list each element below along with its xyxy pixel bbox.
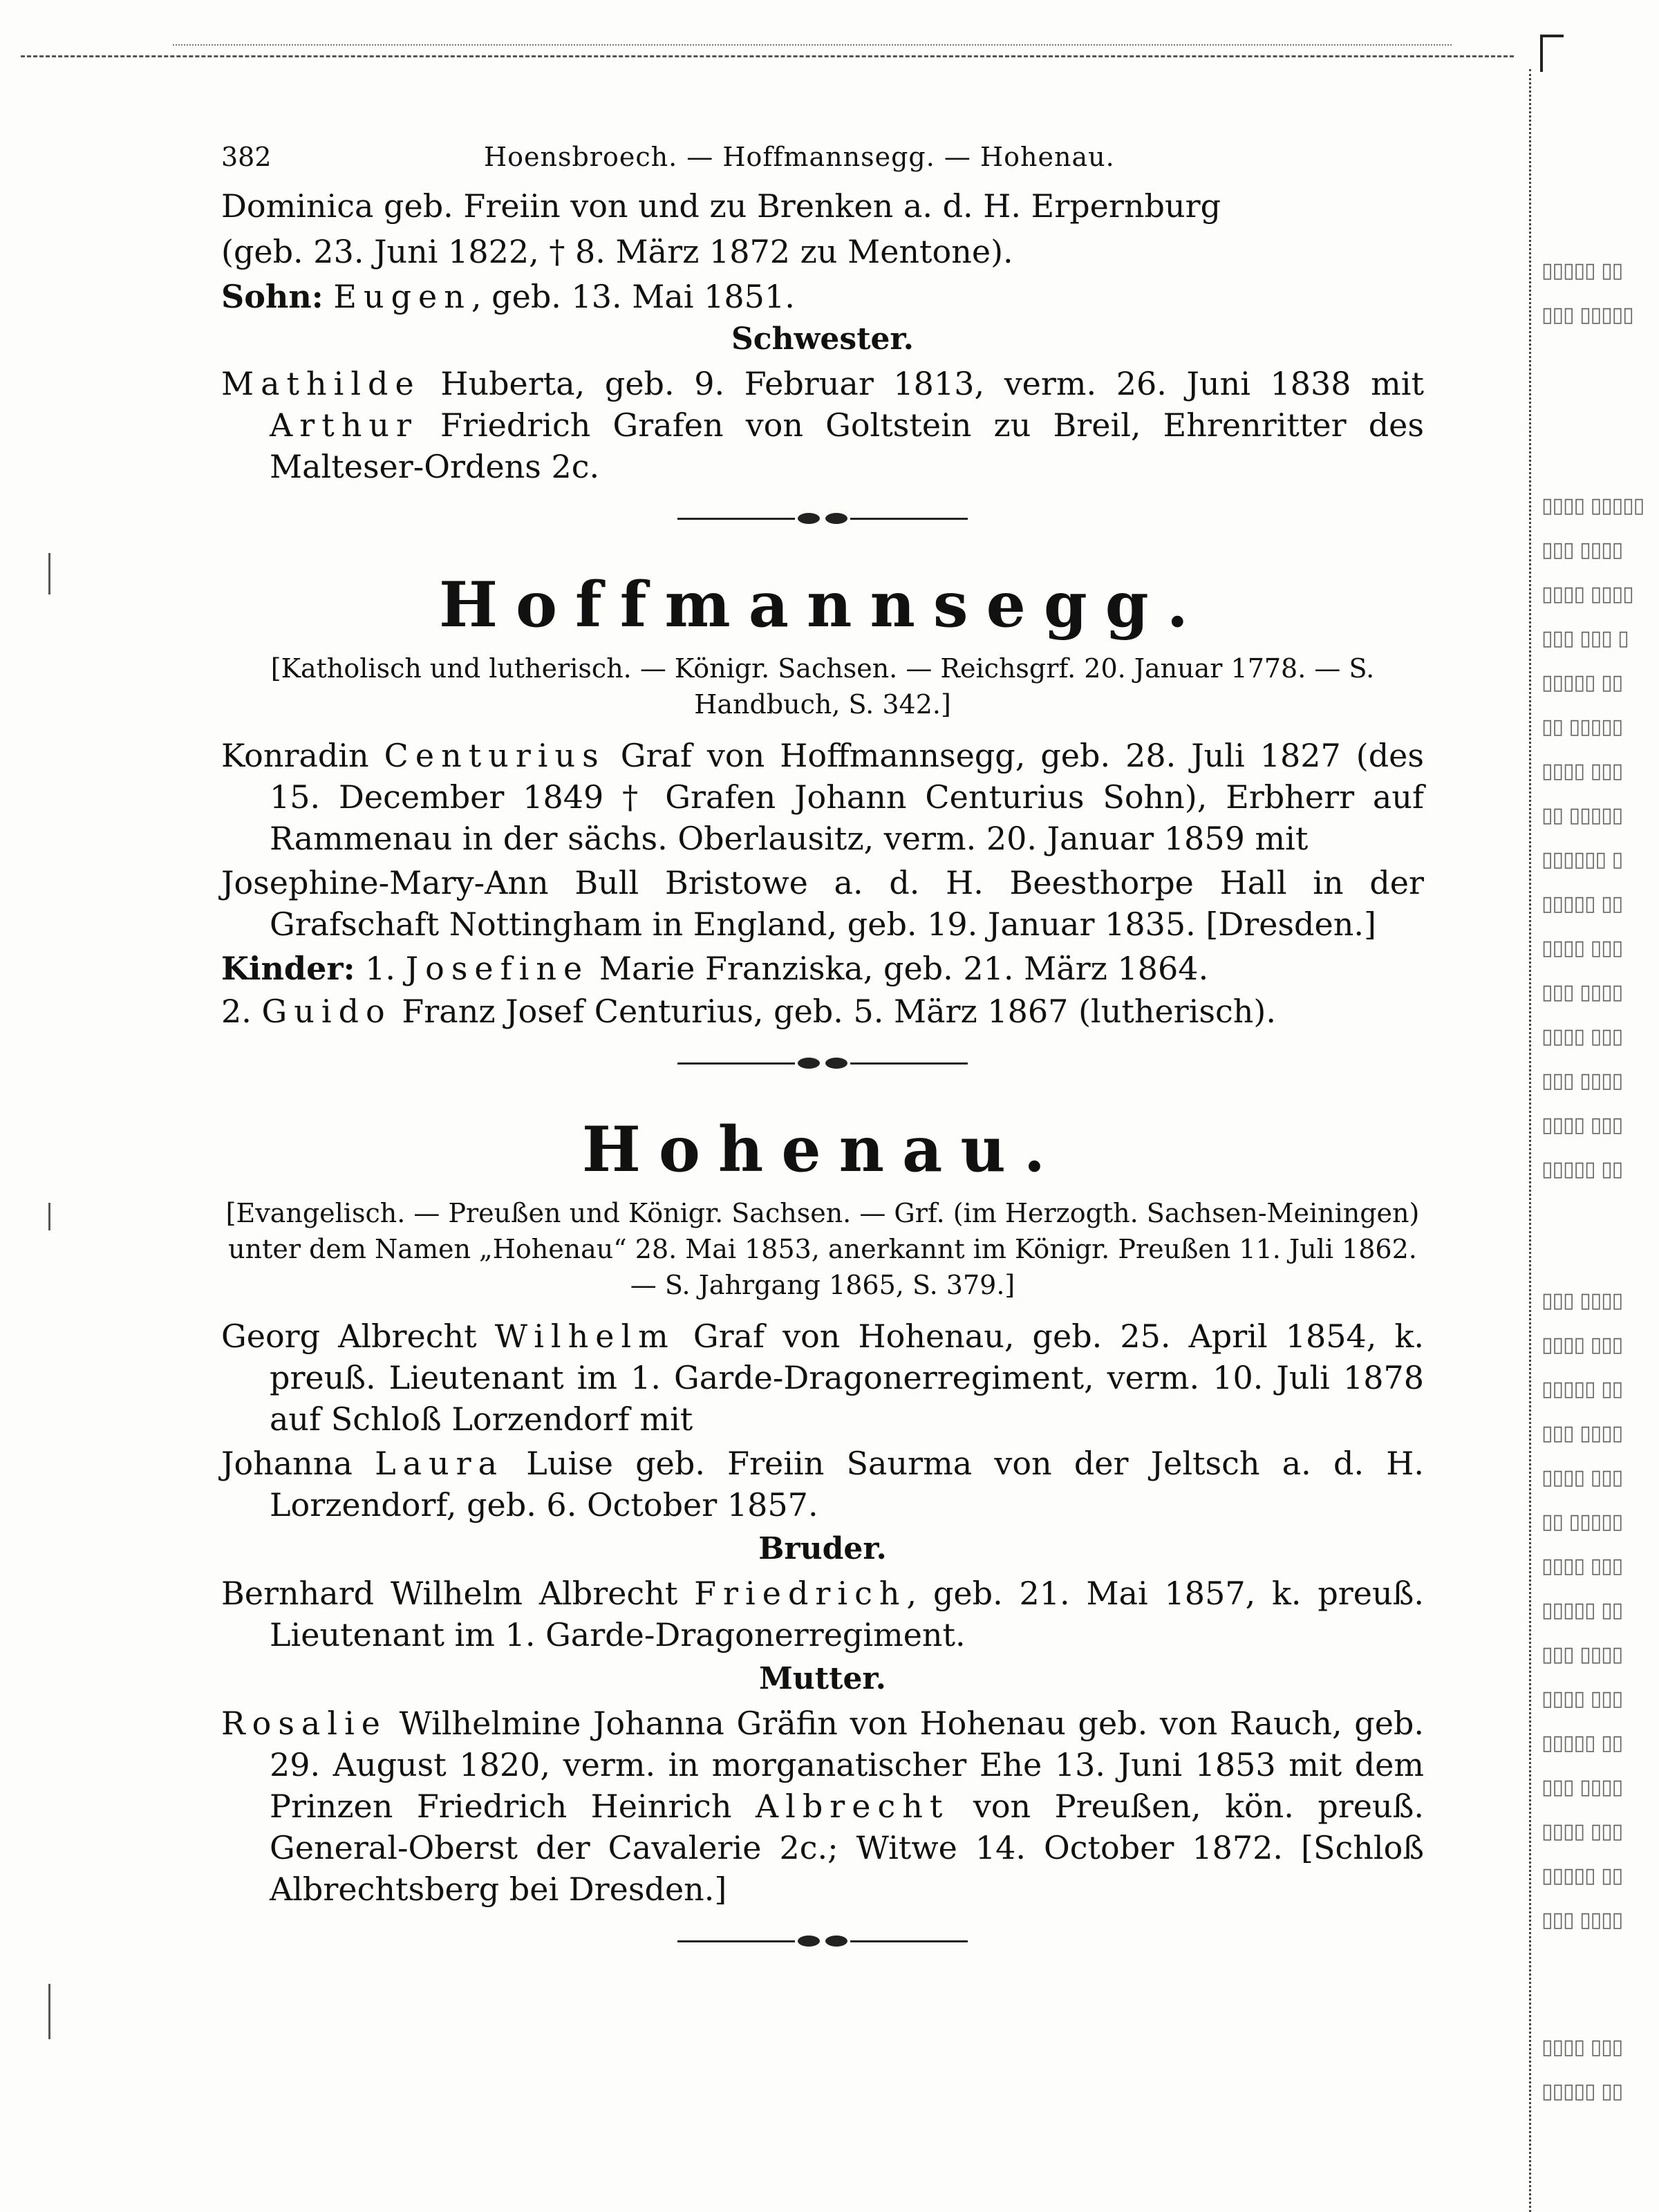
main-text-block [221, 142, 1424, 1986]
section-hohenau [221, 1108, 1424, 1910]
kind-details: Marie Franziska, geb. 21. März 1864. [589, 950, 1209, 987]
scan-artifact-left-mark [48, 1203, 50, 1230]
sohn-label: Sohn: [221, 278, 324, 315]
wife-name-prefix: Johanna [221, 1445, 375, 1482]
adjacent-page-bleed: ▯▯▯▯ ▯▯▯ ▯▯▯▯▯ ▯▯ [1541, 2035, 1623, 2103]
bruder-entry [221, 1573, 1424, 1656]
adjacent-page-bleed: ▯▯▯▯▯ ▯▯ ▯▯▯ ▯▯▯▯▯ [1541, 259, 1633, 327]
bruder-details: , geb. 21. Mai 1857, k. preuß. Lieutenant im 1. Garde-Dragonerregiment. [270, 1575, 1424, 1653]
bruder-heading: Bruder. [758, 1531, 887, 1566]
kind-details: Franz Josef Centurius, geb. 5. März 1867 (lutherisch). [391, 993, 1276, 1030]
head-of-house-entry [221, 1315, 1424, 1440]
head-name-spaced: Centurius [384, 737, 606, 774]
scan-artifact-top-rule [21, 55, 1514, 57]
carryover-section [221, 183, 1424, 487]
wife-entry [221, 1443, 1424, 1526]
running-head [221, 142, 1424, 183]
section-divider-ornament [677, 508, 968, 529]
schwester-husband-details: Friedrich Grafen von Goltstein zu Breil, Ehrenritter des Malteser-Ordens 2c. [270, 406, 1424, 485]
bruder-name-prefix: Bernhard Wilhelm Albrecht [221, 1575, 695, 1612]
schwester-heading: Schwester. [731, 321, 914, 357]
section-divider-ornament [677, 1931, 968, 1951]
wife-entry: Josephine-Mary-Ann Bull Bristowe a. d. H. Beesthorpe Hall in der Grafschaft Nottingham in England, geb. 19. Januar 1835. [Dresden.] [221, 864, 1424, 943]
section-divider-ornament [677, 1053, 968, 1074]
schwester-husband-name: Arthur [270, 406, 418, 444]
kinder-label: Kinder: [221, 950, 355, 987]
carryover-line: (geb. 23. Juni 1822, † 8. März 1872 zu Mentone). [221, 233, 1013, 270]
wife-name-spaced: Laura [375, 1445, 505, 1482]
section-title: Hoffmannsegg. [438, 568, 1207, 641]
mutter-heading: Mutter. [759, 1661, 886, 1696]
section-title: Hohenau. [581, 1113, 1064, 1186]
page-number: 382 [221, 142, 272, 172]
section-hoffmannsegg [221, 563, 1424, 1032]
kind-name: Josefine [405, 950, 590, 987]
scan-artifact-dots [173, 44, 1452, 46]
kinder-entry [221, 948, 1424, 989]
section-note: [Evangelisch. — Preußen und Königr. Sachsen. — Grf. (im Herzogth. Sachsen-Meiningen) unter dem Namen „Hohenau“ 28. Mai 1853, anerkannt im Königr. Preußen 11. Juli 1862. — S. Jahrgang 1865, S. 379.] [225, 1198, 1420, 1300]
kind-number: 2. [221, 993, 262, 1030]
kind-number: 1. [355, 950, 406, 987]
head-details: Graf von Hoffmannsegg, geb. 28. Juli 1827 (des 15. December 1849 † Grafen Johann Centurius Sohn), Erbherr auf Rammenau in der sächs. Oberlausitz, verm. 20. Januar 1859 mit [270, 737, 1424, 857]
schwester-details: Huberta, geb. 9. Februar 1813, verm. 26. Juni 1838 mit [420, 365, 1424, 402]
sohn-name: Eugen [333, 278, 471, 315]
section-note: [Katholisch und lutherisch. — Königr. Sachsen. — Reichsgrf. 20. Januar 1778. — S. Handbuch, S. 342.] [270, 653, 1375, 720]
running-head-title: Hoensbroech. — Hoffmannsegg. — Hohenau. [484, 142, 1115, 172]
carryover-line: Dominica geb. Freiin von und zu Brenken a. d. H. Erpernburg [221, 187, 1221, 225]
sohn-details: , geb. 13. Mai 1851. [471, 278, 795, 315]
mutter-details: Wilhelmine Johanna Gräfin von Hohenau geb. von Rauch, geb. 29. August 1820, verm. in morganatischer Ehe 13. Juni 1853 mit dem Prinzen Friedrich Heinrich [270, 1705, 1424, 1825]
scan-artifact-page-edge [1529, 69, 1531, 2212]
scan-artifact-corner [1540, 35, 1564, 72]
kinder-entry [221, 991, 1424, 1032]
kind-name: Guido [261, 993, 392, 1030]
mutter-entry [221, 1703, 1424, 1910]
schwester-entry [221, 363, 1424, 487]
head-name-spaced: Wilhelm [494, 1318, 675, 1355]
mutter-name-spaced: Rosalie [221, 1705, 388, 1742]
mutter-husband-details: von Preußen, kön. preuß. General-Oberst der Cavalerie 2c.; Witwe 14. October 1872. [Schloß Albrechtsberg bei Dresden.] [270, 1788, 1425, 1908]
head-details: Graf von Hohenau, geb. 25. April 1854, k. preuß. Lieutenant im 1. Garde-Dragonerregiment, verm. 10. Juli 1878 auf Schloß Lorzendorf mit [270, 1318, 1424, 1438]
adjacent-page-bleed: ▯▯▯ ▯▯▯▯ ▯▯▯▯ ▯▯▯ ▯▯▯▯▯ ▯▯ ▯▯▯ ▯▯▯▯ ▯▯▯▯ ▯▯▯ ▯▯ ▯▯▯▯▯ ▯▯▯▯ ▯▯▯ ▯▯▯▯▯ ▯▯ ▯▯▯ ▯▯▯▯ ▯▯▯▯ ▯▯▯ ▯▯▯▯▯ ▯▯ ▯▯▯ ▯▯▯▯ ▯▯▯▯ ▯▯▯ ▯▯▯▯▯ ▯▯ ▯▯▯ ▯▯▯▯ [1541, 1288, 1623, 1932]
scan-artifact-left-mark [48, 553, 50, 594]
schwester-name: Mathilde [221, 365, 421, 402]
adjacent-page-bleed: ▯▯▯▯ ▯▯▯▯▯ ▯▯▯ ▯▯▯▯ ▯▯▯▯ ▯▯▯▯ ▯▯▯ ▯▯▯ ▯ ▯▯▯▯▯ ▯▯ ▯▯ ▯▯▯▯▯ ▯▯▯▯ ▯▯▯ ▯▯ ▯▯▯▯▯ ▯▯▯▯▯▯ ▯ ▯▯▯▯▯ ▯▯ ▯▯▯▯ ▯▯▯ ▯▯▯ ▯▯▯▯ ▯▯▯▯ ▯▯▯ ▯▯▯ ▯▯▯▯ ▯▯▯▯ ▯▯▯ ▯▯▯▯▯ ▯▯ [1541, 494, 1644, 1181]
wife-details: Luise geb. Freiin Saurma von der Jeltsch a. d. H. Lorzendorf, geb. 6. October 1857. [270, 1445, 1425, 1524]
scan-artifact-left-mark [48, 1984, 50, 2039]
sohn-entry [221, 276, 1424, 317]
bruder-name-spaced: Friedrich [694, 1575, 907, 1612]
head-of-house-entry [221, 735, 1424, 859]
head-name-prefix: Konradin [221, 737, 384, 774]
head-name-prefix: Georg Albrecht [221, 1318, 495, 1355]
mutter-husband-name-spaced: Albrecht [755, 1788, 950, 1825]
